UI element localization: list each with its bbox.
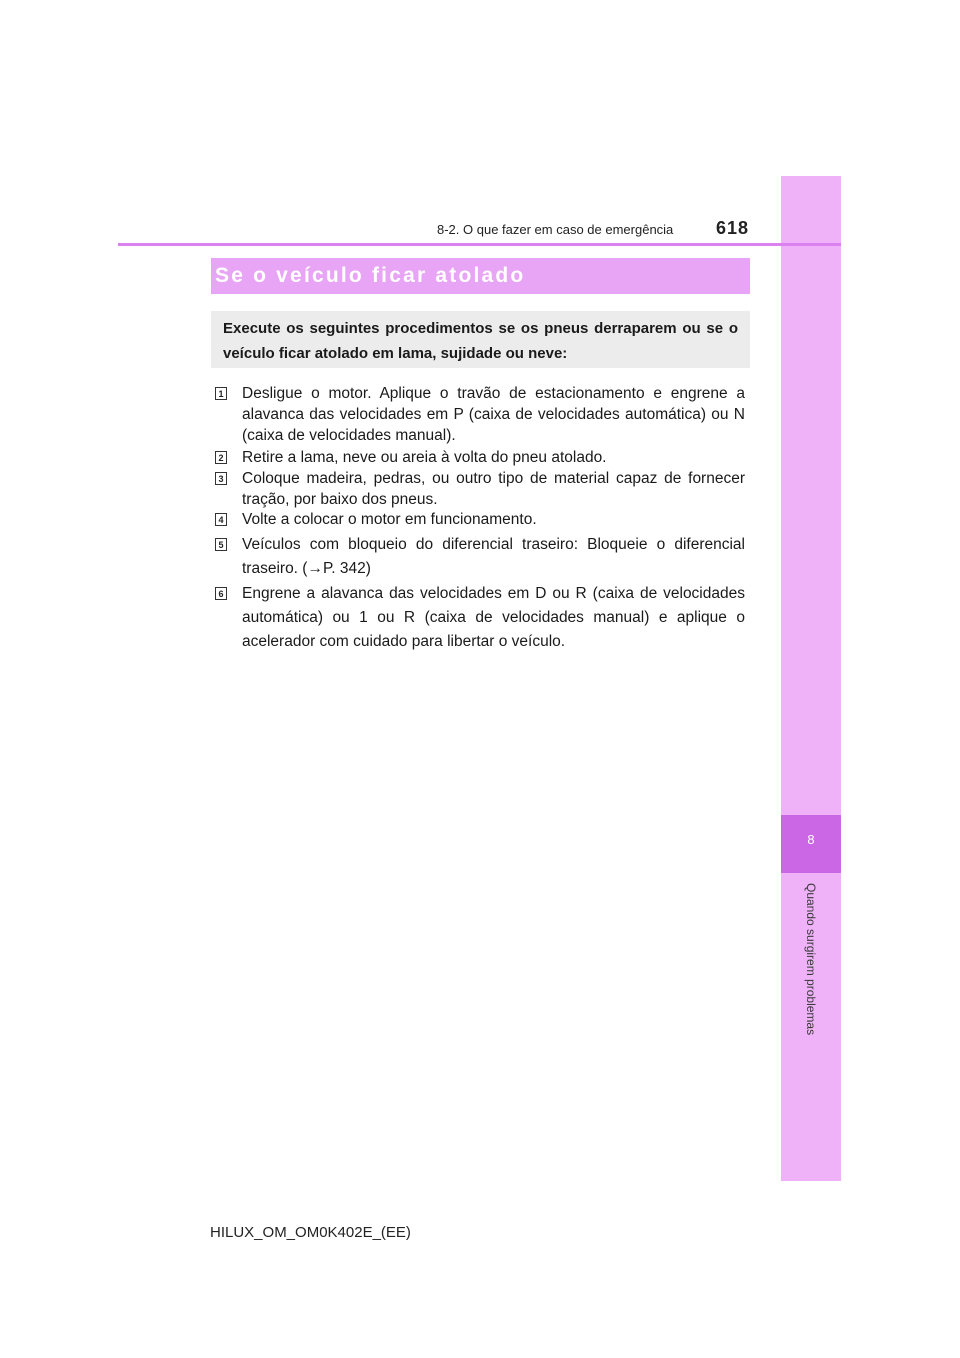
step-text-4: Volte a colocar o motor em funcionamento. <box>242 511 537 528</box>
section-path: 8-2. O que fazer em caso de emergência <box>437 222 674 237</box>
step-number-5: 5 <box>215 538 227 551</box>
section-title-bar <box>211 258 750 294</box>
intro-box <box>211 311 750 368</box>
chapter-number-tab: 8 <box>781 815 841 873</box>
step-text-5: Veículos com bloqueio do diferencial traseiro: Bloqueie o diferencial traseiro. (→P. 342) <box>242 536 745 577</box>
page-number: 618 <box>716 218 750 238</box>
step-text-2: Retire a lama, neve ou areia à volta do pneu atolado. <box>242 449 607 466</box>
step-text-1: Desligue o motor. Aplique o travão de estacionamento e engrene a alavanca das velocidades em P (caixa de velocidades automática) ou N (caixa de velocidades manual). <box>242 385 745 444</box>
header-divider <box>118 243 841 246</box>
step-number-3: 3 <box>215 472 227 485</box>
chapter-label-tab <box>781 873 841 1173</box>
step-text-3: Coloque madeira, pedras, ou outro tipo de material capaz de fornecer tração, por baixo dos pneus. <box>242 470 745 508</box>
section-title: Se o veículo ficar atolado <box>215 264 526 287</box>
document-code-footer: HILUX_OM_OM0K402E_(EE) <box>210 1224 411 1241</box>
intro-text: Execute os seguintes procedimentos se os pneus derraparem ou se o veículo ficar atolado em lama, sujidade ou neve: <box>223 320 738 362</box>
step-number-2: 2 <box>215 451 227 464</box>
step-number-1: 1 <box>215 387 227 400</box>
step-number-4: 4 <box>215 513 227 526</box>
chapter-label: Quando surgirem problemas <box>804 883 818 1036</box>
step-number-6: 6 <box>215 587 227 600</box>
step-text-6: Engrene a alavanca das velocidades em D ou R (caixa de velocidades automática) ou 1 ou R (caixa de velocidades manual) e aplique o acelerador com cuidado para libertar o veículo. <box>242 585 745 650</box>
